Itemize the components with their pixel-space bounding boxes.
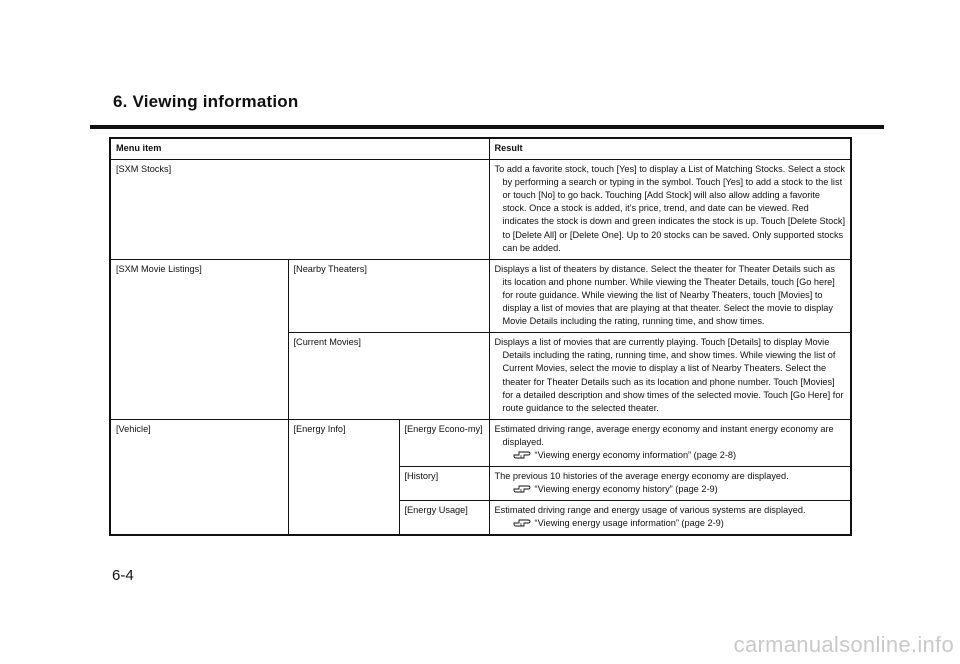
menu-item-sxm-stocks: [SXM Stocks] <box>110 160 489 260</box>
reference-text: “Viewing energy usage information” (page 2-9) <box>534 518 724 529</box>
result-energy-usage <box>489 501 851 536</box>
table-row <box>110 160 851 260</box>
cross-reference[interactable] <box>495 517 847 530</box>
result-text: To add a favorite stock, touch [Yes] to display a List of Matching Stocks. Select a stock by performing a search or typing in the symbol. Touch [Yes] to add a stock to the list or touch [No] to go back. Touching [Add Stock] will also allow adding a favorite stock. Once a stock is added, it’s price, trend, and date can be viewed. Red indicates the stock is down and green indicates the stock is up. Touch [Delete Stock] to [Delete All] or [Delete One]. Up to 20 stocks can be saved. Only supported stocks can be added. <box>494 164 846 253</box>
result-text: Estimated driving range and energy usage of various systems are displayed. <box>494 505 806 516</box>
result-text: Displays a list of theaters by distance. Select the theater for Theater Details such as its location and phone number. While viewing the Theater Details, touch [Go here] for route guidance. While viewing the list of Nearby Theaters, touch [Movies] to display a list of movies that are playing at that theater. Select the movie to display Movie Details including the rating, running time, and show times. <box>494 263 835 327</box>
page-number: 6-4 <box>112 567 134 584</box>
table-row <box>110 259 851 332</box>
result-sxm-stocks <box>489 160 851 260</box>
menu-item-sxm-movie-listings: [SXM Movie Listings] <box>110 259 288 419</box>
menu-item-current-movies: [Current Movies] <box>288 333 489 420</box>
result-history <box>489 467 851 501</box>
header-menu-item: Menu item <box>110 138 489 160</box>
cross-reference[interactable] <box>495 449 847 462</box>
pointing-hand-icon <box>513 449 531 459</box>
menu-item-nearby-theaters: [Nearby Theaters] <box>288 259 489 332</box>
menu-item-energy-usage: [Energy Usage] <box>399 501 489 536</box>
pointing-hand-icon <box>513 483 531 493</box>
table-header-row <box>110 138 851 160</box>
result-current-movies <box>489 333 851 420</box>
result-text: Displays a list of movies that are currently playing. Touch [Details] to display Movie Details including the rating, running time, and show times. While viewing the list of Current Movies, select the movie to display a list of Nearby Theaters. Select the theater for Theater Details such as its location and phone number. Touch [Movies] for a detailed description and show times of the selected movie. Touch [Go Here] for route guidance to the selected theater. <box>494 337 844 413</box>
header-result: Result <box>489 138 851 160</box>
cross-reference[interactable] <box>495 483 847 496</box>
title-divider <box>90 125 884 129</box>
reference-text: “Viewing energy economy history” (page 2-9) <box>534 484 718 495</box>
result-text: The previous 10 histories of the average energy economy are displayed. <box>494 471 789 482</box>
menu-item-energy-economy: [Energy Econo-my] <box>399 419 489 466</box>
menu-item-energy-info: [Energy Info] <box>288 419 399 535</box>
table-row <box>110 419 851 466</box>
result-energy-economy <box>489 419 851 466</box>
section-title: 6. Viewing information <box>113 92 299 111</box>
menu-item-history: [History] <box>399 467 489 501</box>
menu-item-vehicle: [Vehicle] <box>110 419 288 535</box>
result-text: Estimated driving range, average energy economy and instant energy economy are displayed. <box>494 423 834 447</box>
menu-table <box>109 137 852 536</box>
reference-text: “Viewing energy economy information” (page 2-8) <box>534 449 737 460</box>
result-nearby-theaters <box>489 259 851 332</box>
watermark: carmanualsonline.info <box>733 632 954 657</box>
pointing-hand-icon <box>513 517 531 527</box>
